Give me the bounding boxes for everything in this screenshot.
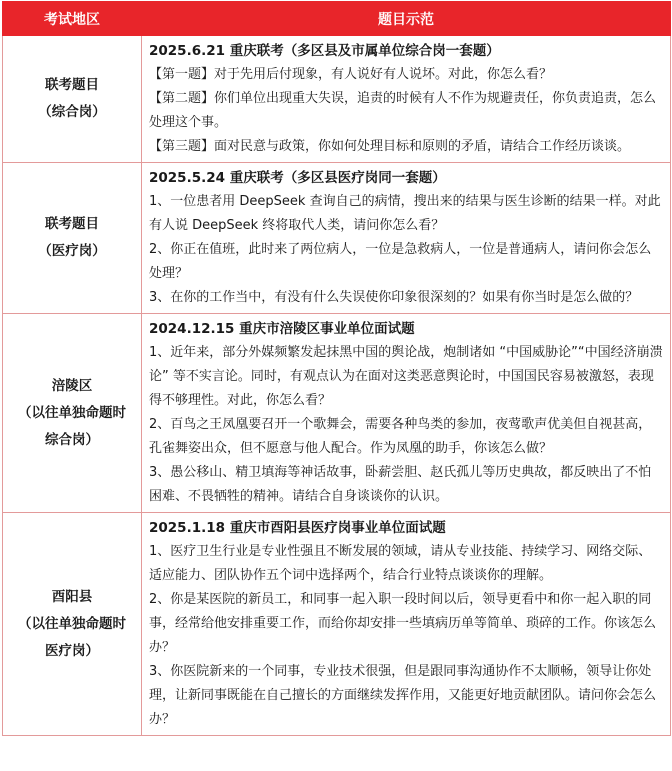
question-item: 3、愚公移山、精卫填海等神话故事，卧薪尝胆、赵氏孤儿等历史典故，都反映出了不怕困难、不畏牺牲的精神。请结合自身谈谈你的认识。 (149, 465, 652, 504)
question-item: 【第三题】面对民意与政策，你如何处理目标和原则的矛盾，请结合工作经历谈谈。 (149, 139, 631, 154)
content-cell (142, 36, 671, 163)
region-cell (3, 36, 142, 163)
table-row (3, 314, 671, 513)
region-line: 综合岗） (45, 431, 99, 448)
region-cell (3, 513, 142, 736)
region-line: 联考题目 (45, 77, 99, 93)
region-line: （医疗岗） (38, 243, 106, 259)
table-row (3, 163, 671, 314)
region-cell (3, 314, 142, 513)
region-line: 酉阳县 (51, 588, 93, 605)
header-examples: 题目示范 (142, 2, 671, 36)
table-row (3, 36, 671, 163)
region-line: 涪陵区 (51, 377, 93, 394)
table-row (3, 513, 671, 736)
question-item: 【第一题】对于先用后付现象，有人说好有人说坏。对此，你怎么看？ (149, 67, 553, 82)
region-line: （综合岗） (38, 104, 106, 120)
question-item: 【第二题】你们单位出现重大失误，追责的时候有人不作为规避责任，你负责追责，怎么处理这个事。 (149, 91, 657, 130)
region-line: 医疗岗） (45, 642, 99, 659)
question-item: 1、医疗卫生行业是专业性强且不断发展的领域，请从专业技能、持续学习、网络交际、适应能力、团队协作五个词中选择两个，结合行业特点谈谈你的理解。 (149, 544, 652, 583)
section-title: 2025.6.21 重庆联考（多区县及市属单位综合岗一套题） (149, 43, 500, 59)
section-title: 2025.1.18 重庆市酉阳县医疗岗事业单位面试题 (149, 520, 446, 536)
question-item: 2、百鸟之王凤凰要召开一个歌舞会，需要各种鸟类的参加，夜莺歌声优美但自视甚高，孔雀舞姿出众，但不愿意与他人配合。作为凤凰的助手，你该怎么做？ (149, 417, 652, 456)
question-item: 3、你医院新来的一个同事，专业技术很强，但是跟同事沟通协作不太顺畅，领导让你处理，让新同事既能在自己擅长的方面继续发挥作用，又能更好地贡献团队。请问你会怎么办？ (149, 664, 657, 727)
question-item: 1、一位患者用 DeepSeek 查询自己的病情，搜出来的结果与医生诊断的结果一样。对此有人说 DeepSeek 终将取代人类，请问你怎么看？ (149, 194, 661, 233)
table-header-row (3, 2, 671, 36)
region-cell (3, 163, 142, 314)
content-cell (142, 513, 671, 736)
region-line: （以往单独命题时 (18, 615, 126, 632)
content-cell (142, 314, 671, 513)
section-title: 2024.12.15 重庆市涪陵区事业单位面试题 (149, 321, 415, 337)
question-item: 3、在你的工作当中，有没有什么失误使你印象很深刻的？如果有你当时是怎么做的？ (149, 290, 639, 305)
region-line: （以往单独命题时 (18, 404, 126, 421)
section-title: 2025.5.24 重庆联考（多区县医疗岗同一套题） (149, 170, 446, 186)
question-item: 1、近年来，部分外媒频繁发起抹黑中国的舆论战，炮制诸如 “中国威胁论”“中国经济崩溃论” 等不实言论。同时，有观点认为在面对这类恶意舆论时，中国国民容易被激怒，表现得不够理性。对此，你怎么看？ (149, 345, 663, 408)
content-cell (142, 163, 671, 314)
region-line: 联考题目 (45, 216, 99, 232)
question-item: 2、你正在值班，此时来了两位病人，一位是急救病人，一位是普通病人，请问你会怎么处理？ (149, 242, 652, 281)
exam-questions-table (2, 1, 671, 736)
header-region: 考试地区 (3, 2, 142, 36)
question-item: 2、你是某医院的新员工，和同事一起入职一段时间以后，领导更看中和你一起入职的同事，经常给他安排重要工作，而给你却安排一些填病历单等简单、琐碎的工作。你该怎么办？ (149, 592, 657, 655)
